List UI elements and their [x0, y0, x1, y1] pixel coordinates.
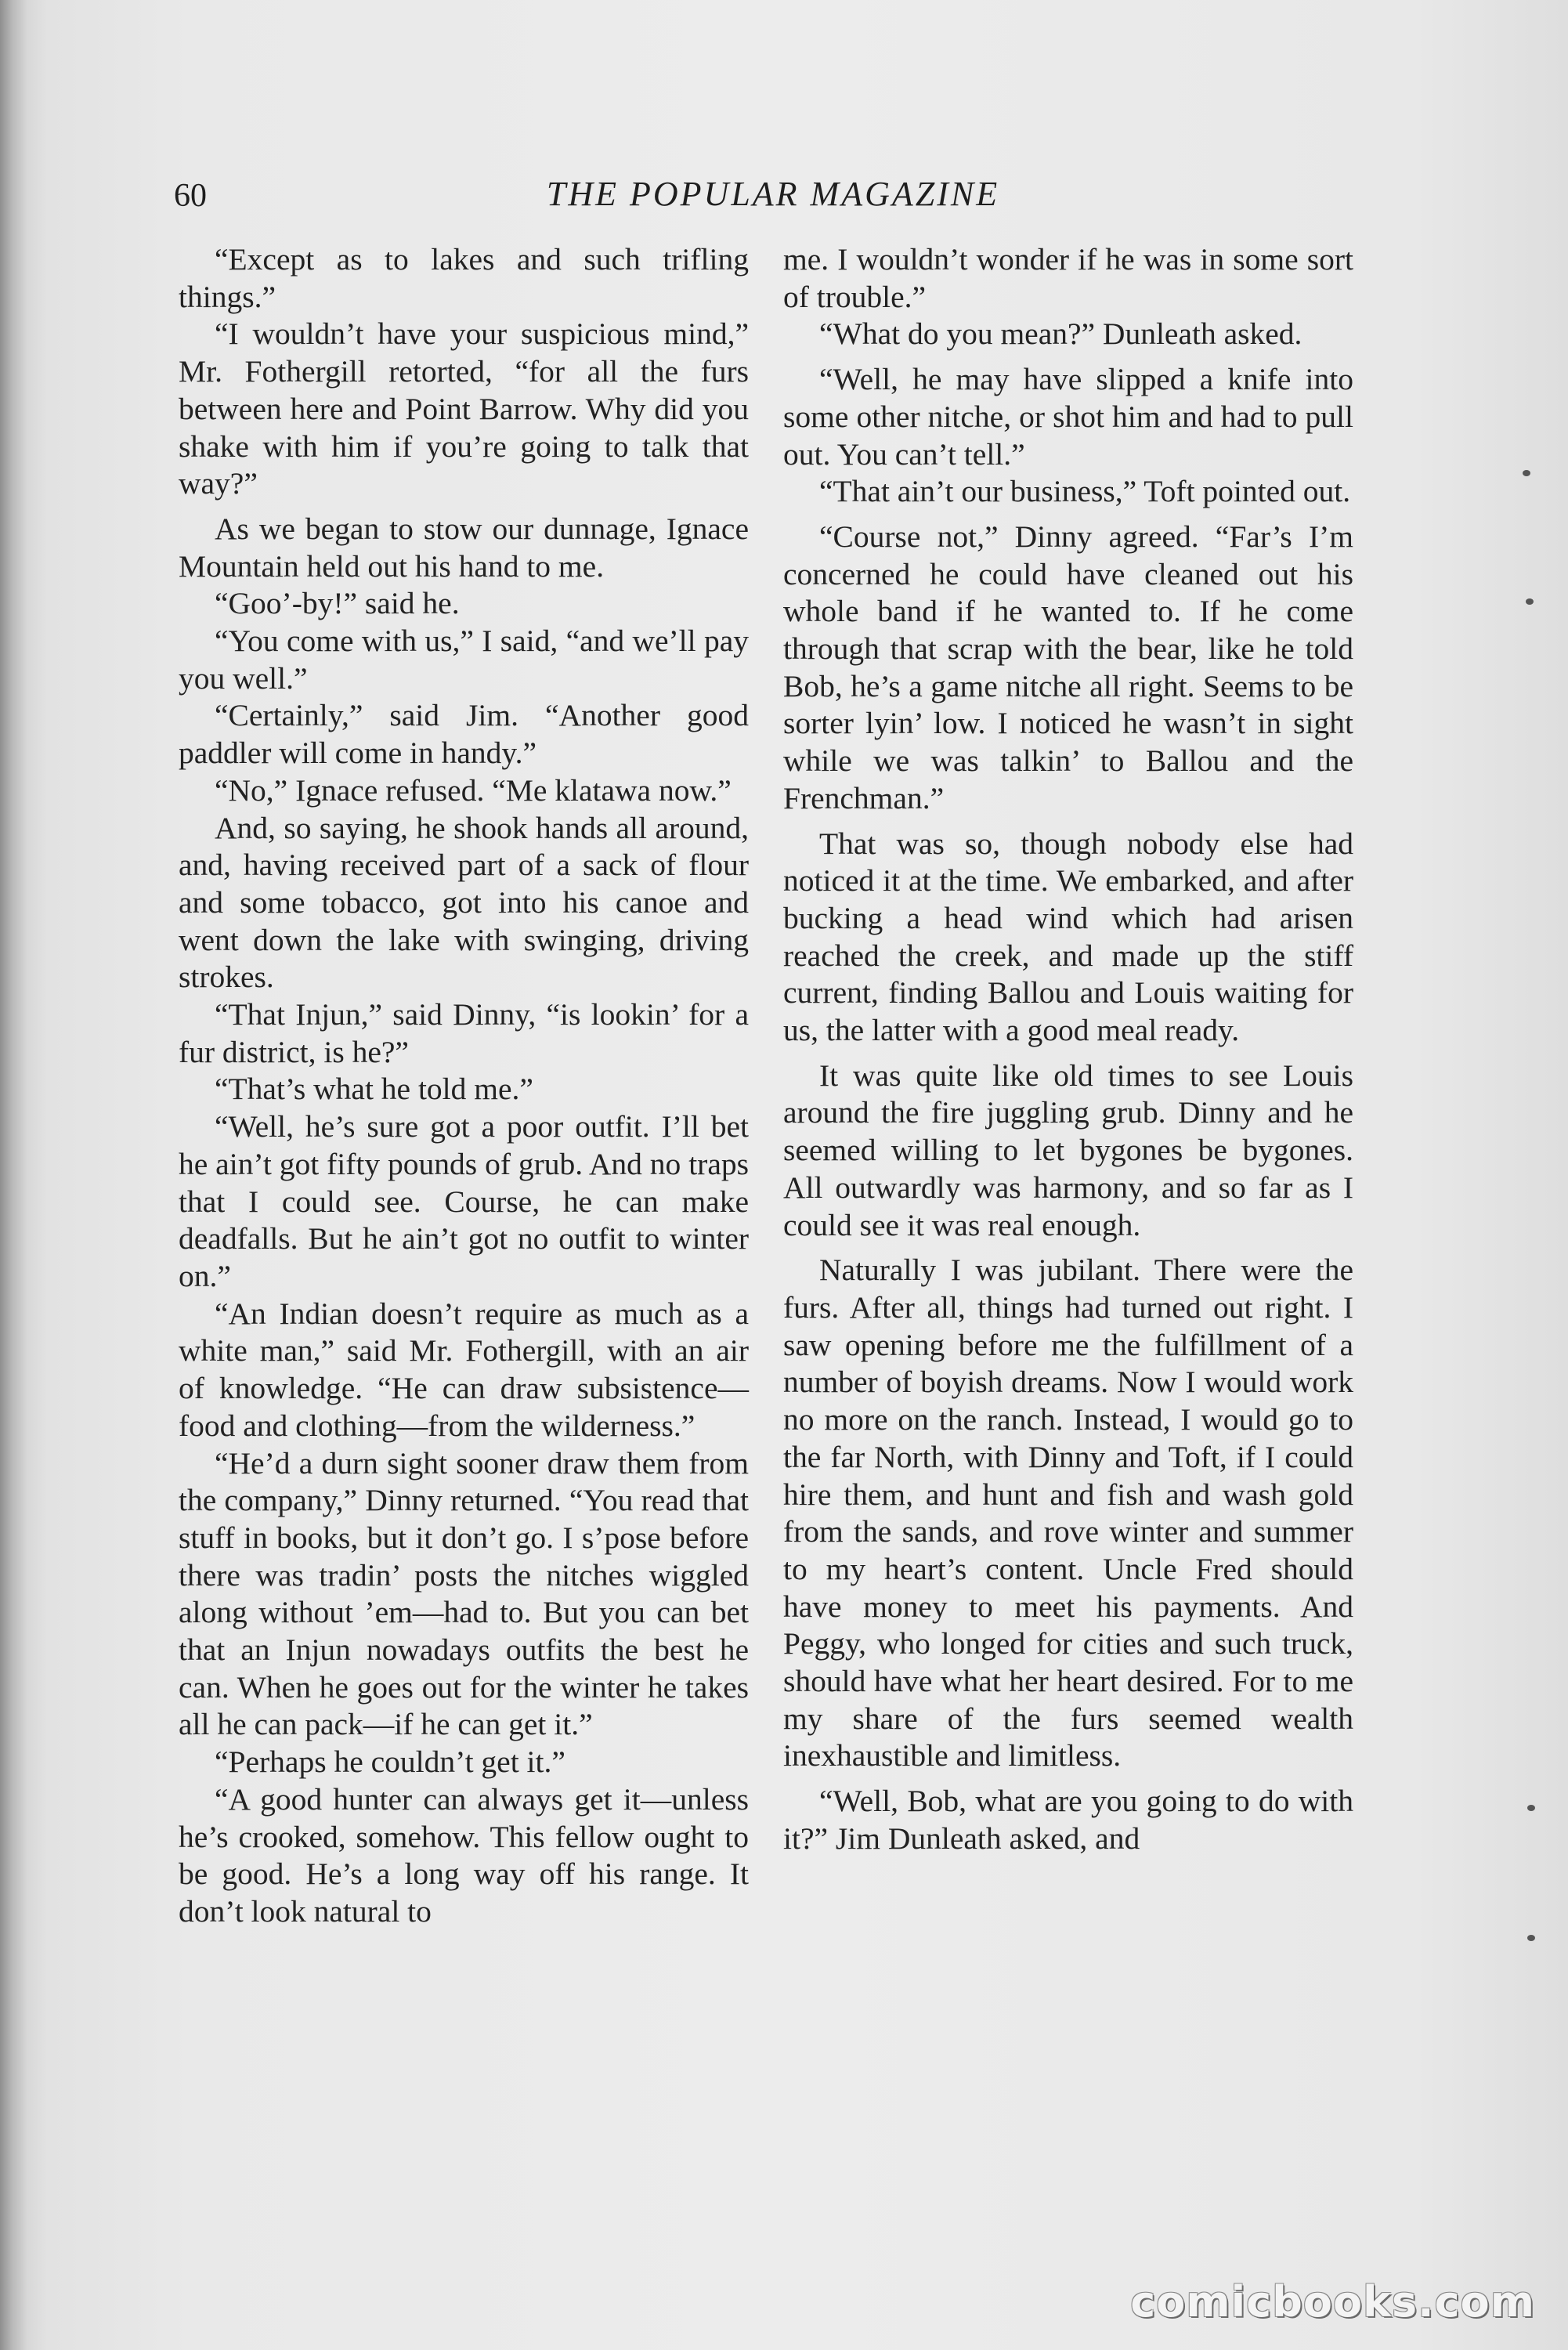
page-header: [174, 174, 1372, 221]
left-column: [179, 241, 749, 1931]
paper-speck: [1527, 1805, 1535, 1811]
paragraph: “You come with us,” I said, “and we’ll pay you well.”: [179, 624, 749, 696]
running-title: THE POPULAR MAGAZINE: [546, 175, 1000, 213]
paragraph: “Perhaps he couldn’t get it.”: [215, 1744, 565, 1780]
paragraph: And, so saying, he shook hands all around, and, having received part of a sack of flour and some tobacco, got into his canoe and went down the lake with swinging, driving strokes.: [179, 810, 749, 995]
paragraph: “Goo’-by!” said he.: [215, 586, 460, 621]
paragraph: “I wouldn’t have your suspicious mind,” Mr. Fothergill retorted, “for all the furs between here and Point Barrow. Why did you shake with him if you’re going to talk that way?”: [179, 316, 749, 501]
watermark: comicbooks.com: [1130, 2277, 1535, 2326]
paragraph: “That ain’t our business,” Toft pointed out.: [819, 474, 1351, 509]
paragraph: “That’s what he told me.”: [215, 1072, 533, 1107]
paragraph: “Certainly,” said Jim. “Another good paddler will come in handy.”: [179, 698, 749, 771]
paragraph: “Except as to lakes and such trifling things.”: [179, 242, 749, 314]
right-column: [783, 241, 1353, 1858]
paragraph: “An Indian doesn’t require as much as a white man,” said Mr. Fothergill, with an air of knowledge. “He can draw subsistence—food and clothing—from the wilderness.”: [179, 1296, 749, 1443]
page-number: 60: [174, 178, 207, 214]
paragraph: “Well, he may have slipped a knife into some other nitche, or shot him and had to pull out. You can’t tell.”: [783, 362, 1353, 472]
paragraph: That was so, though nobody else had noticed it at the time. We embarked, and after bucking a head wind which had arisen reached the creek, and made up the stiff current, finding Ballou and Louis waiting for us, the latter with a good meal ready.: [783, 826, 1353, 1048]
paragraph: “No,” Ignace refused. “Me klatawa now.”: [215, 772, 732, 808]
paragraph: “What do you mean?” Dunleath asked.: [819, 316, 1302, 352]
paragraph: “Well, he’s sure got a poor outfit. I’ll bet he ain’t got fifty pounds of grub. And no traps that I could see. Course, he can make deadfalls. But he ain’t got no outfit to winter on.”: [179, 1109, 749, 1293]
paragraph: Naturally I was jubilant. There were the furs. After all, things had turned out right. I saw opening before me the fulfillment of a number of boyish dreams. Now I would work no more on the ranch. Instead, I would go to the far North, with Dinny and Toft, if I could hire them, and hunt and fish and wash gold from the sands, and rove winter and summer to my heart’s content. Uncle Fred should have money to meet his payments. And Peggy, who longed for cities and such truck, should have what her heart desired. For to me my share of the furs seemed wealth inexhaustible and limitless.: [783, 1253, 1353, 1773]
paragraph: “Well, Bob, what are you going to do with it?” Jim Dunleath asked, and: [783, 1784, 1353, 1856]
page-binding-edge: [0, 0, 27, 2350]
paragraph: It was quite like old times to see Louis around the fire juggling grub. Dinny and he seemed willing to let bygones be bygones. All outwardly was harmony, and so far as I could see it was real enough.: [783, 1058, 1353, 1242]
paragraph: “He’d a durn sight sooner draw them from the company,” Dinny returned. “You read that stuff in books, but it don’t go. I s’pose before there was tradin’ posts the nitches wiggled along without ’em—had to. But you can bet that an Injun nowadays outfits the best he can. When he goes out for the winter he takes all he can pack—if he can get it.”: [179, 1445, 749, 1742]
paragraph: “A good hunter can always get it—unless he’s crooked, somehow. This fellow ought to be good. He’s a long way off his range. It don’t look natural to: [179, 1781, 749, 1929]
paragraph: “Course not,” Dinny agreed. “Far’s I’m concerned he could have cleaned out his whole band if he wanted to. If he come through that scrap with the bear, like he told Bob, he’s a game nitche all right. Seems to be sorter lyin’ low. I noticed he wasn’t in sight while we was talkin’ to Ballou and the Frenchman.”: [783, 519, 1353, 815]
paper-speck: [1526, 598, 1534, 605]
paragraph: As we began to stow our dunnage, Ignace Mountain held out his hand to me.: [179, 511, 749, 584]
paragraph: “That Injun,” said Dinny, “is lookin’ for a fur district, is he?”: [179, 997, 749, 1069]
paper-speck: [1523, 470, 1530, 476]
paragraph-continuation: me. I wouldn’t wonder if he was in some sort of trouble.”: [783, 242, 1353, 314]
paper-speck: [1527, 1935, 1535, 1941]
